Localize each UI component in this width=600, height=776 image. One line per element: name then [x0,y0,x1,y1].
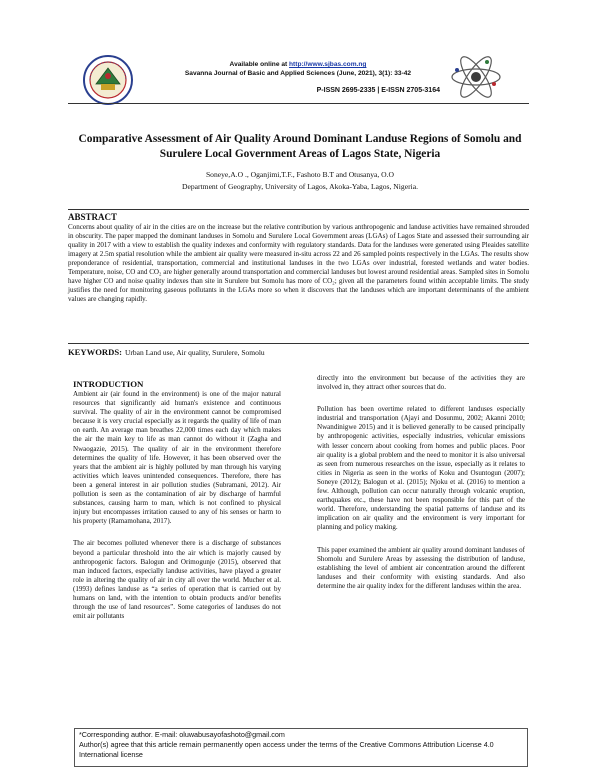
introduction-heading: INTRODUCTION [73,379,144,389]
header-divider [68,103,529,104]
atom-emblem-logo [447,56,505,98]
author-affiliation: Department of Geography, University of Lagos, Akoka-Yaba, Lagos, Nigeria. [182,182,418,191]
intro-paragraph-3: directly into the environment but because of the activities they are involved in, they attract other sources that do. [317,374,525,392]
intro-paragraph-1: Ambient air (air found in the environment) is one of the major natural resources that significantly aid human's existence and continuous survival. The quality of air in the environment cannot be compromised because it is very crucial especially as it regards the quality of life of man on earth. An average man breathes 22,000 times each day which makes the air the main key to life as man cannot do without it (Zagha and Nwaogazie, 2015). The quality of air in the environment therefore determines the quality of life. However, it has been observed over the years that the ambient air is highly polluted by man through his varying activities which leaves unintended consequences. Therefore, there has been a general interest in air pollution studies (Subramani, 2012). Air pollution is seen as the contamination of air by discharge of harmful substances, causing harm to man, which is not confined to physical injury but encompasses irritation caused to any of his senses or harm to his property (Ramamohana, 2017). [73,390,281,526]
right-column [317,374,525,591]
intro-paragraph-2: The air becomes polluted whenever there is a discharge of substances beyond a particular threshold into the air which is majorly caused by anthropogenic factors. Balogun and Orimogunje (2015), observed that man induced factors, especially landuse activities, have played a greater role in altering the quality of air in city all over the world. Mucher et al. (1993) defines landuse as “a series of operation that is carried out by humans on land, with the intention to obtain products and/or benefits through the use of land resources”. Some categories of landuses do not emit air pollutants [73,539,281,621]
journal-seal-logo [82,54,134,106]
intro-paragraph-5: This paper examined the ambient air quality around dominant landuses of Shomolu and Surulere Areas by assessing the distribution of landuse, establishing the level of ambient air concentration around the different landuses and their conformity with existing standards. And also determine the air quality index for the different landuses within the area. [317,545,525,590]
available-prefix: Available online at [229,61,290,68]
author-list: Soneye,A.O ., Oganjimi,T.F., Fashoto B.T and Otusanya, O.O [205,170,395,179]
keywords-line [68,347,529,357]
journal-citation: Savanna Journal of Basic and Applied Sciences (June, 2021), 3(1): 33-42 [184,70,412,77]
footnote-box [74,728,528,767]
license-note: Author(s) agree that this article remain permanently open access under the terms of the Creative Commons Attribution License 4.0 International license [79,740,494,759]
corresponding-author-note: *Corresponding author. E-mail: oluwabusayofashoto@gmail.com [79,730,285,739]
left-column [73,379,281,621]
abstract-top-divider [68,209,529,210]
keywords-label: KEYWORDS: [68,347,122,357]
issn-line: P-ISSN 2695-2335 | E-ISSN 2705-3164 [316,87,440,94]
paper-title: Comparative Assessment of Air Quality Around Dominant Landuse Regions of Somolu and Surulere Local Government Areas of Lagos State, Nigeria [78,133,522,160]
keywords-text: Urban Land use, Air quality, Surulere, Somolu [124,348,265,357]
availability-line [168,60,428,69]
journal-url-link[interactable]: http://www.sjbas.com.ng [289,61,367,68]
intro-paragraph-4: Pollution has been overtime related to different landuses especially industrial and transportation (Ajayi and Dosunmu, 2002; Akanni 2010; Nwandinigwe 2015) and it is believed generally to be caused principally by anthropogenic activities, especially industries, vehicular emissions with lesser concern about cooking from homes and public places. Poor air quality is a global problem and the need to monitor it is also universal as seen from numerous researches on the issue, especially as it relates to cities in Nigeria as seen in the works of Koku and Osuntogun (2007); Soneye (2012); Balogun et al. (2015); Njoku et al. (2016) to mention a few. Although, pollution can occur naturally through volcanic eruption, earthquakes etc., these have not been responsible for this part of the world. Therefore, understanding the spatial patterns of landuse and its implication on air quality and the environment is very important for planning and policy making. [317,405,525,532]
abstract-body: Concerns about quality of air in the cities are on the increase but the relative contribution by various anthropogenic and landuse activities have remained shrouded in obscurity. The paper mapped the dominant landuses in Somolu and Surulere Local Government areas (LGAs) of Lagos State and assessed their surrounding air quality in 2017 with a view to establish the quality indexes and conformity with regulatory standards. Data for the landuses were generated using Pleaides satellite imagery at 2.5m spatial resolution while the ambient air quality were measured in-situ across 22 and 26 sampled points respectively in the LGAs. The results show preponderance of residential, transportation, commercial and institutional landuses in the two LGAs over industrial, forested wetlands and water bodies. Temperature, noise, CO and CO₂ are higher generally around transportation and commercial landuses but lowest around residential areas. Sampled sites in Somolu have higher CO and noise quality indexes than site in Surulere but Somolu has more of CO₂; given all the parameters found within acceptable limits. The study justifies the need for monitoring gaseous pollutants in the LGAs more so when it discovers that the landuses which are important determinants of the ambient values are changing rapidly. [68,223,529,304]
journal-header [168,60,428,78]
abstract-bottom-divider [68,343,529,344]
abstract-heading: ABSTRACT [68,212,118,222]
